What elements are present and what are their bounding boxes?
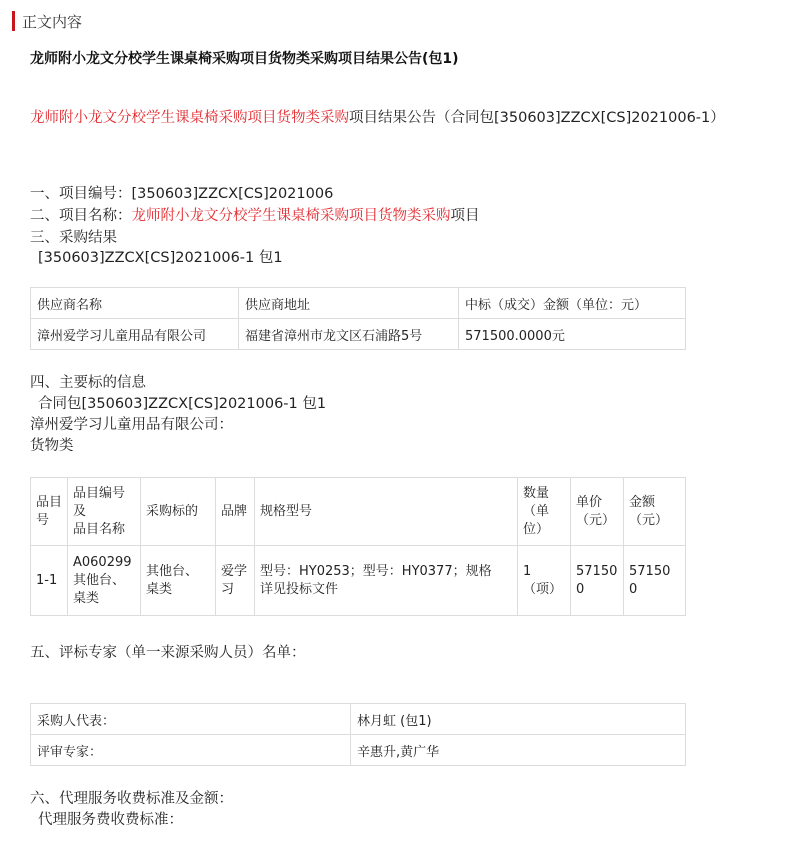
project-number-value: [350603]ZZCX[CS]2021006 <box>131 186 334 202</box>
cell-supplier-name: 漳州爱学习儿童用品有限公司 <box>31 319 239 350</box>
table-row <box>31 319 686 350</box>
header-spec-model: 规格型号 <box>255 478 518 546</box>
project-name-value: 龙师附小龙文分校学生课桌椅采购项目货物类采购 <box>131 208 451 224</box>
cell-procurement-item: 其他台、 桌类 <box>141 546 216 616</box>
subtitle-project-name: 龙师附小龙文分校学生课桌椅采购项目货物类采购 <box>30 110 349 126</box>
main-item-heading: 四、主要标的信息 <box>30 375 146 391</box>
table-header-row <box>31 288 686 319</box>
header-amount: 金额 （元） <box>624 478 686 546</box>
main-item-category: 货物类 <box>30 438 74 454</box>
header-quantity: 数量 （单 位） <box>518 478 571 546</box>
project-name-label: 二、项目名称： <box>30 208 132 224</box>
project-name-line <box>30 206 480 226</box>
cell-award-amount: 571500.0000元 <box>459 319 686 350</box>
section-header <box>12 10 82 32</box>
section-accent-bar <box>12 11 15 31</box>
subtitle-rest: 项目结果公告（合同包[350603]ZZCX[CS]2021006-1） <box>349 110 725 126</box>
header-item-code-name: 品目编号 及 品目名称 <box>68 478 141 546</box>
project-number-label: 一、项目编号： <box>30 186 132 202</box>
header-unit-price: 单价 （元） <box>571 478 624 546</box>
header-brand: 品牌 <box>216 478 255 546</box>
header-supplier-name: 供应商名称 <box>31 288 239 319</box>
cell-unit-price: 57150 0 <box>571 546 624 616</box>
procurement-result-package: [350603]ZZCX[CS]2021006-1 包1 <box>38 250 283 266</box>
section-title: 正文内容 <box>22 12 83 31</box>
main-item-package: 合同包[350603]ZZCX[CS]2021006-1 包1 <box>38 396 327 412</box>
cell-quantity: 1 （项） <box>518 546 571 616</box>
procurement-result-heading: 三、采购结果 <box>30 230 117 246</box>
announcement-subtitle <box>30 106 725 127</box>
header-item-no: 品目 号 <box>31 478 68 546</box>
cell-buyer-rep-value: 林月虹 (包1) <box>351 704 686 735</box>
cell-experts-label: 评审专家： <box>31 735 351 766</box>
cell-buyer-rep-label: 采购人代表： <box>31 704 351 735</box>
experts-heading: 五、评标专家（单一来源采购人员）名单： <box>30 645 306 661</box>
main-item-supplier: 漳州爱学习儿童用品有限公司： <box>30 417 233 433</box>
cell-supplier-address: 福建省漳州市龙文区石浦路5号 <box>239 319 459 350</box>
items-table <box>30 477 686 616</box>
cell-item-code-name: A060299 其他台、 桌类 <box>68 546 141 616</box>
cell-experts-value: 辛惠升,黄广华 <box>351 735 686 766</box>
announcement-title: 龙师附小龙文分校学生课桌椅采购项目货物类采购项目结果公告(包1) <box>30 51 459 67</box>
cell-brand: 爱学 习 <box>216 546 255 616</box>
header-procurement-item: 采购标的 <box>141 478 216 546</box>
agency-fee-heading: 六、代理服务收费标准及金额： <box>30 791 233 807</box>
result-table <box>30 287 686 350</box>
table-row <box>31 546 686 616</box>
table-header-row <box>31 478 686 546</box>
header-supplier-address: 供应商地址 <box>239 288 459 319</box>
table-row <box>31 735 686 766</box>
agency-fee-standard: 代理服务费收费标准： <box>38 812 183 828</box>
cell-amount: 57150 0 <box>624 546 686 616</box>
table-row <box>31 704 686 735</box>
cell-spec-model: 型号：HY0253；型号：HY0377；规格 详见投标文件 <box>255 546 518 616</box>
experts-table <box>30 703 686 766</box>
cell-item-no: 1-1 <box>31 546 68 616</box>
project-number-line <box>30 184 333 204</box>
header-award-amount: 中标（成交）金额（单位：元） <box>459 288 686 319</box>
project-name-suffix: 项目 <box>450 208 480 224</box>
